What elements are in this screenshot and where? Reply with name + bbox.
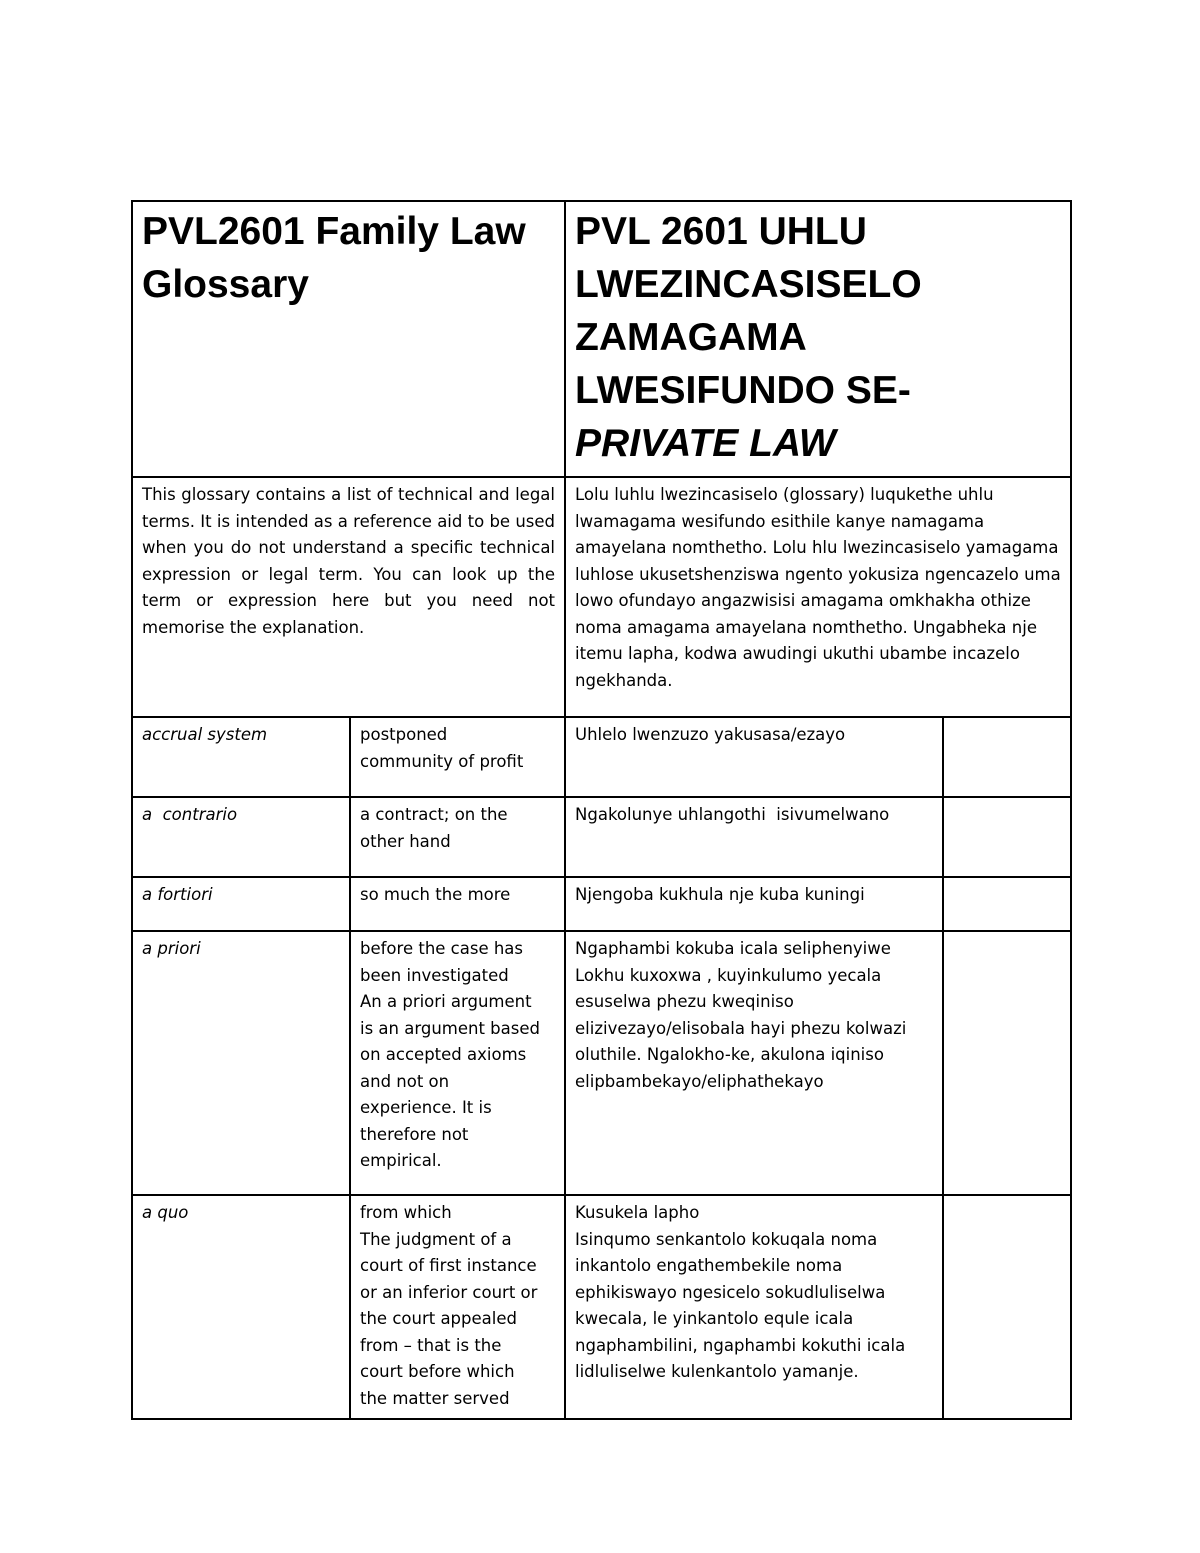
entry-meaning: postponed community of profit (350, 717, 565, 797)
entry-zulu: Kusukela lapho Isinqumo senkantolo kokuqala noma inkantolo engathembekile noma ephikiswayo ngesicelo sokudluliselwa kwecala, le yinkantolo equle icala ngaphambilini, ngaphambi kokuthi icala lidluliselwe kulenkantolo yamanje. (565, 1195, 943, 1419)
table-row (132, 717, 1071, 797)
entry-meaning: before the case has been investigated An a priori argument is an argument based on accepted axioms and not on experience. It is therefore not empirical. (350, 931, 565, 1195)
title-zulu-text: PVL 2601 UHLU LWEZINCASISELO ZAMAGAMA LWESIFUNDO SE- (575, 210, 922, 412)
entry-term: accrual system (132, 717, 350, 797)
entry-term: a priori (132, 931, 350, 1195)
title-zulu (565, 201, 1071, 477)
title-row (132, 201, 1071, 477)
entry-extra (943, 877, 1071, 931)
title-english (132, 201, 565, 477)
intro-zulu: Lolu luhlu lwezincasiselo (glossary) luqukethe uhlu lwamagama wesifundo esithile kanye namagama amayelana nomthetho. Lolu hlu lwezincasiselo yamagama luhlose ukusetshenziswa ngento yokusiza ngencazelo uma lowo ofundayo angazwisisi amagama omkhakha othize noma amagama amayelana nomthetho. Ungabheka nje itemu lapha, kodwa awudingi ukuthi ubambe incazelo ngekhanda. (565, 477, 1071, 717)
entry-extra (943, 931, 1071, 1195)
entry-extra (943, 797, 1071, 877)
entry-zulu: Njengoba kukhula nje kuba kuningi (565, 877, 943, 931)
title-zulu-italic: PRIVATE LAW (575, 422, 836, 465)
entry-term: a contrario (132, 797, 350, 877)
entry-term: a fortiori (132, 877, 350, 931)
intro-english: This glossary contains a list of technical and legal terms. It is intended as a reference aid to be used when you do not understand a specific technical expression or legal term. You can look up the term or expression here but you need not memorise the explanation. (132, 477, 565, 717)
entry-extra (943, 1195, 1071, 1419)
entry-zulu: Ngakolunye uhlangothi isivumelwano (565, 797, 943, 877)
table-row (132, 931, 1071, 1195)
entry-meaning: a contract; on the other hand (350, 797, 565, 877)
entry-meaning: so much the more (350, 877, 565, 931)
table-row (132, 1195, 1071, 1419)
glossary-table (131, 200, 1072, 1420)
entry-term: a quo (132, 1195, 350, 1419)
entry-meaning: from which The judgment of a court of first instance or an inferior court or the court appealed from – that is the court before which the matter served (350, 1195, 565, 1419)
table-row (132, 797, 1071, 877)
entry-extra (943, 717, 1071, 797)
entry-zulu: Uhlelo lwenzuzo yakusasa/ezayo (565, 717, 943, 797)
intro-row (132, 477, 1071, 717)
entry-zulu: Ngaphambi kokuba icala seliphenyiwe Lokhu kuxoxwa , kuyinkulumo yecala esuselwa phezu kweqiniso elizivezayo/elisobala hayi phezu kolwazi oluthile. Ngalokho-ke, akulona iqiniso elipbambekayo/eliphathekayo (565, 931, 943, 1195)
title-english-text: PVL2601 Family Law Glossary (142, 210, 526, 306)
table-row (132, 877, 1071, 931)
